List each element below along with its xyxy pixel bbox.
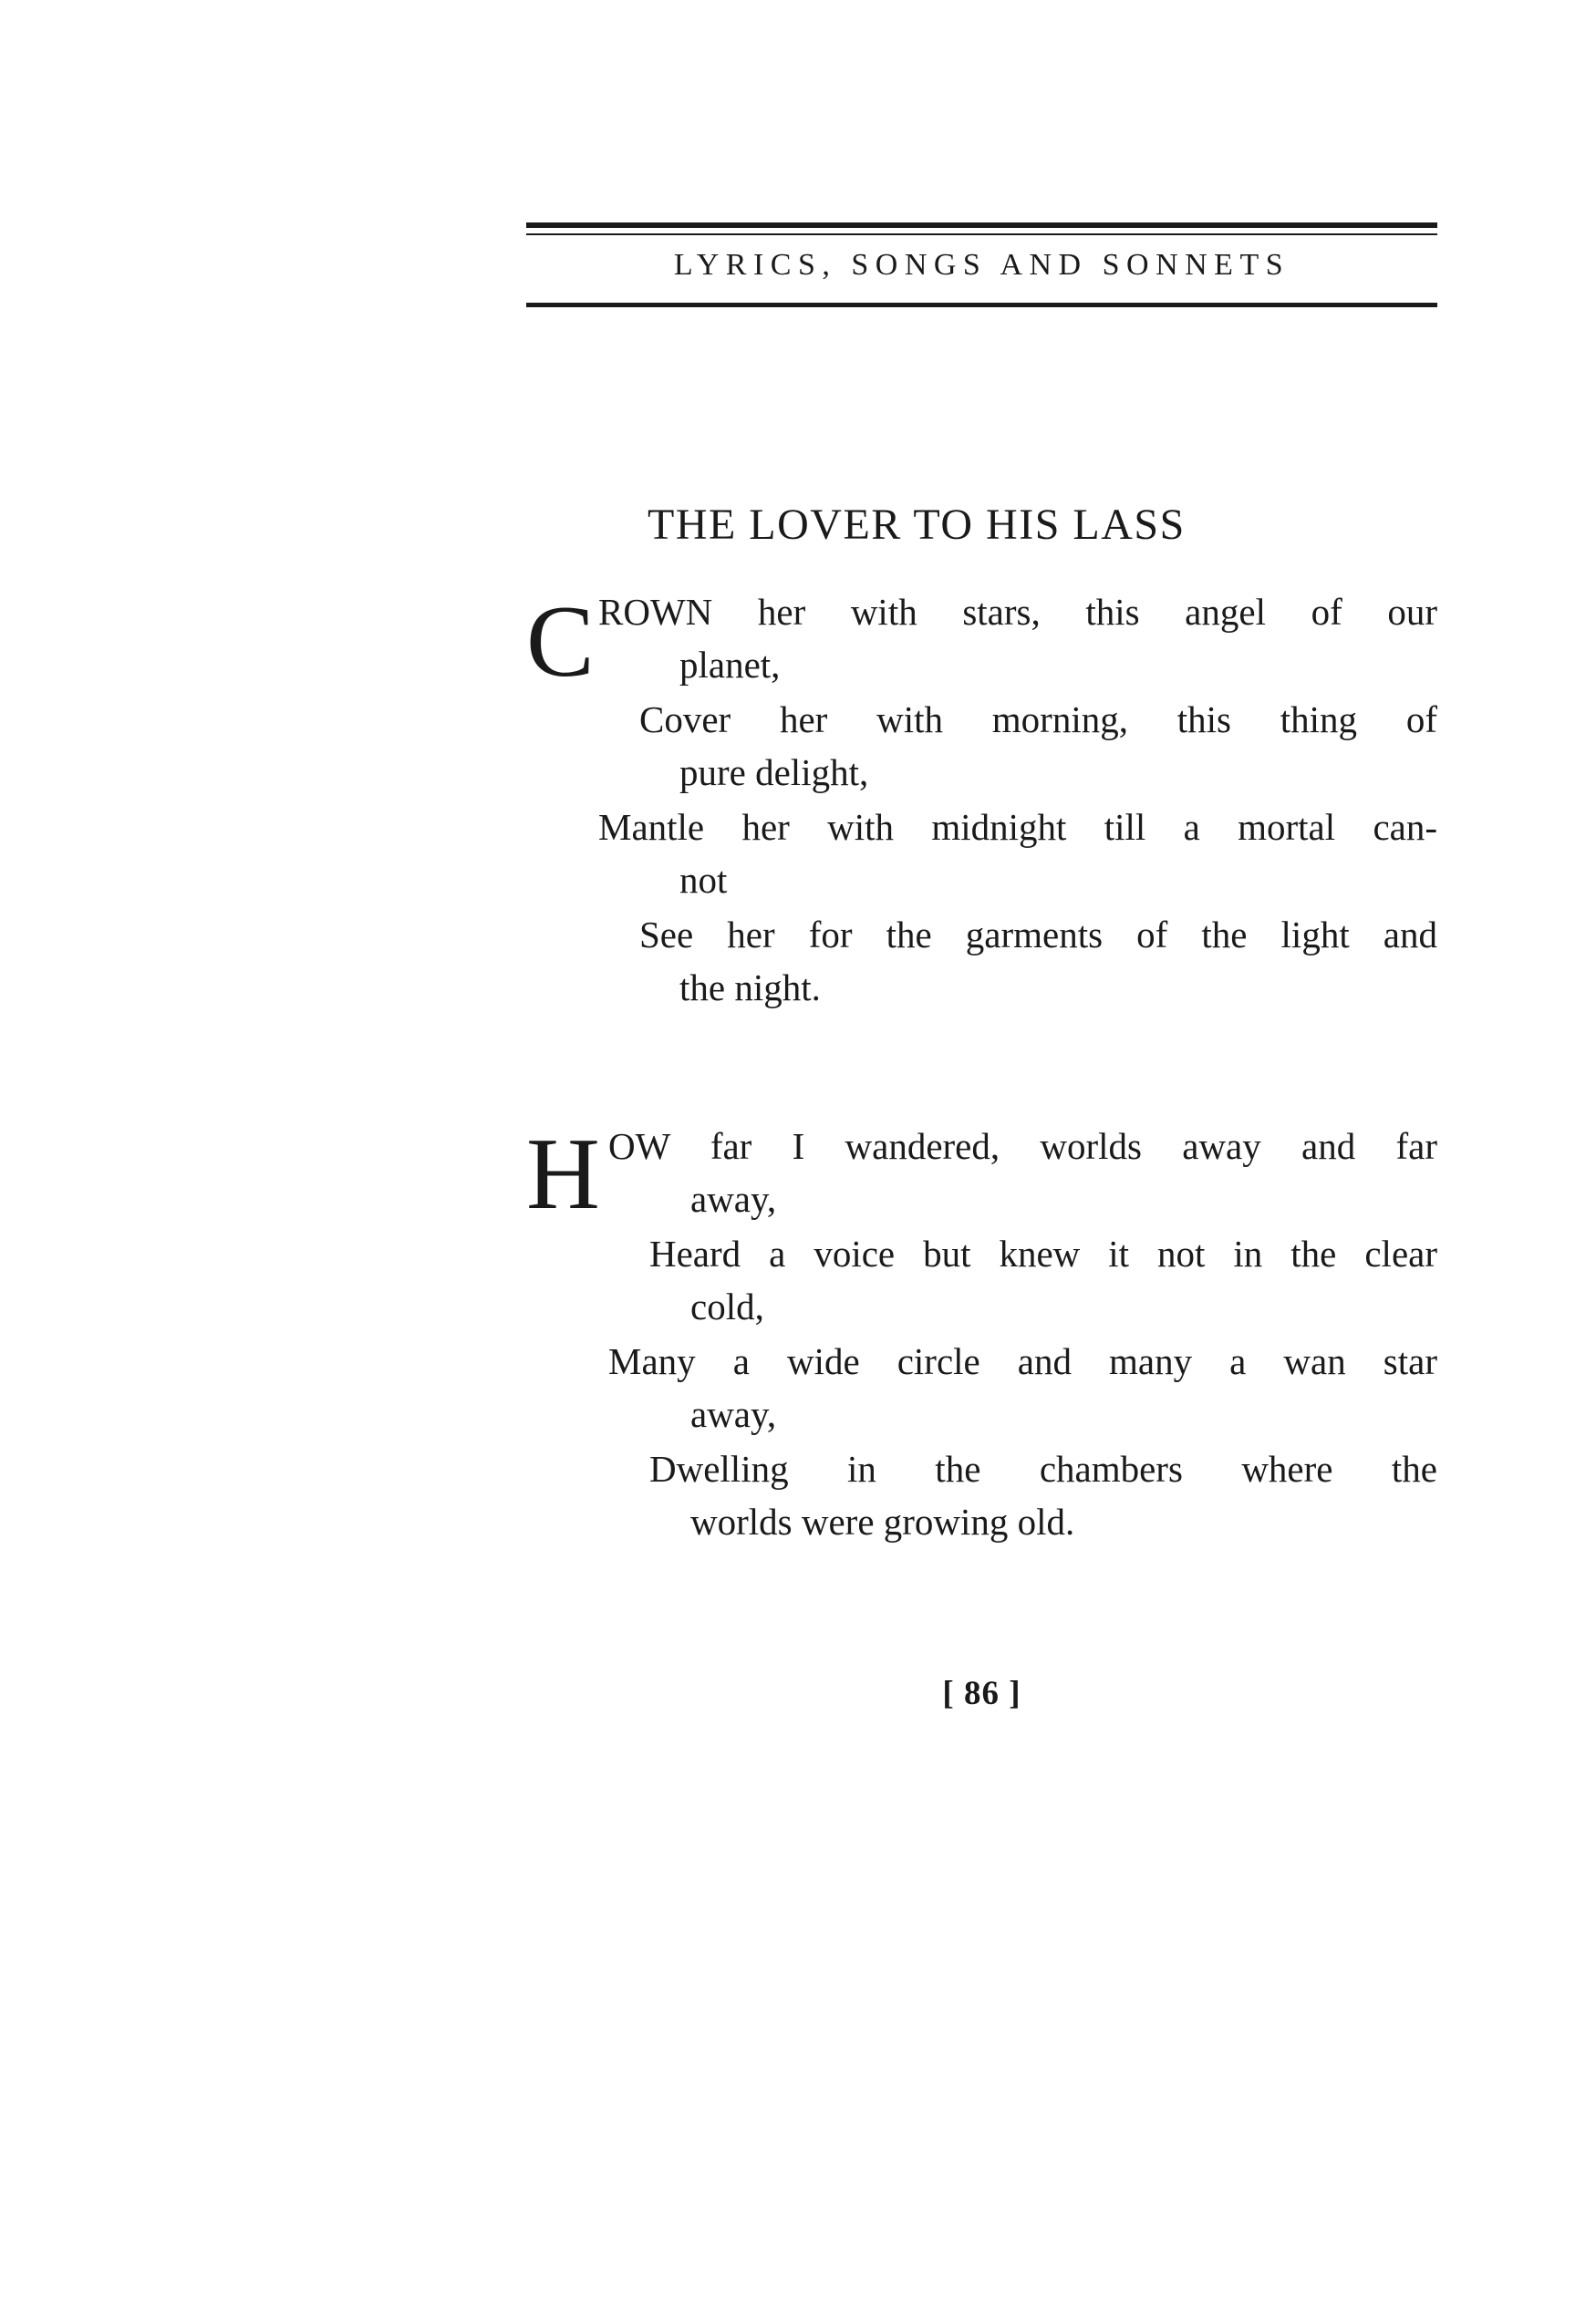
poem-line: not <box>679 859 728 901</box>
poem-line: Many a wide circle and many a wan star <box>608 1340 1437 1382</box>
drop-cap: C <box>526 585 595 698</box>
poem-line: worlds were growing old. <box>690 1501 1075 1543</box>
drop-cap: H <box>526 1118 600 1231</box>
header-rule-top-thin <box>526 233 1437 235</box>
header-rule-bottom <box>526 303 1437 307</box>
poem-line: cold, <box>690 1286 764 1327</box>
poem-line: the night. <box>679 966 821 1008</box>
running-header-title: LYRICS, SONGS AND SONNETS <box>673 248 1290 282</box>
poem-line: planet, <box>679 644 781 686</box>
page-number: [ 86 ] <box>942 1675 1021 1712</box>
poem-line: See her for the garments of the light and <box>639 914 1437 955</box>
header-rule-top-thick <box>526 222 1437 228</box>
poem-line: away, <box>690 1178 777 1220</box>
poem-line: OW far I wandered, worlds away and far <box>608 1125 1437 1167</box>
poem-line: away, <box>690 1393 777 1435</box>
poem-line: Dwelling in the chambers where the <box>649 1448 1437 1490</box>
poem-line: Mantle her with midnight till a mortal can- <box>598 806 1437 848</box>
poem-line: Heard a voice but knew it not in the clear <box>649 1233 1437 1275</box>
running-header <box>526 222 1437 310</box>
poem-line: ROWN her with stars, this angel of our <box>598 591 1437 633</box>
poem-line: pure delight, <box>679 751 869 793</box>
poem-line: Cover her with morning, this thing of <box>639 698 1437 740</box>
poem-title: THE LOVER TO HIS LASS <box>648 501 1186 549</box>
